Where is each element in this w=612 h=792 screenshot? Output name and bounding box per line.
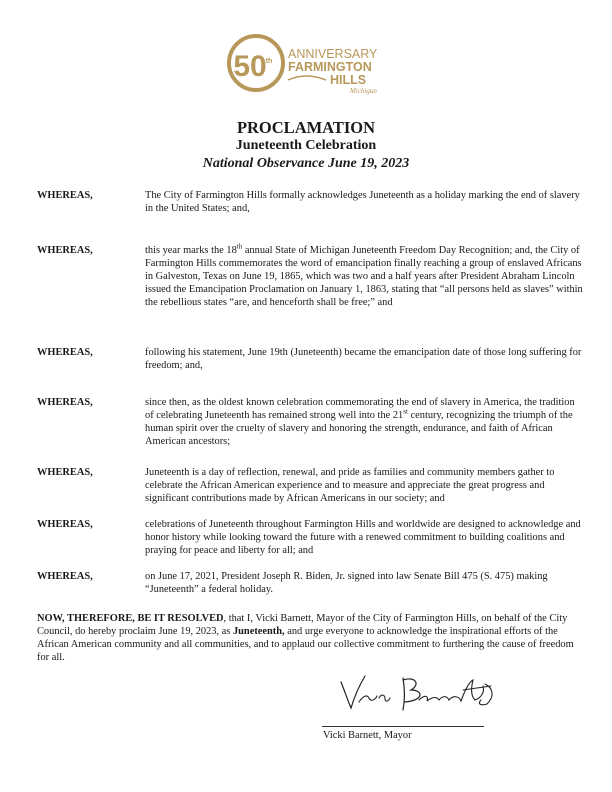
whereas-text-part: since then, as the oldest known celebration commemorating the end of slavery in America, the tradition of celebrating Juneteenth has remained strong well into the 21: [145, 397, 575, 421]
proclamation-observance: National Observance June 19, 2023: [202, 156, 410, 171]
resolution-text-part: and urge everyone to acknowledge the inspirational efforts of the African American community and all communities, and to applaud our collective commitment to furthering the cause of freedom for all.: [37, 625, 574, 663]
anniversary-logo: [226, 30, 396, 100]
whereas-text: Juneteenth is a day of reflection, renewal, and pride as families and community members gather to celebrate the African American experience and to measure and appreciate the great progress and significant contributions made by African Americans in our society; and: [145, 467, 555, 504]
whereas-label: WHEREAS,: [37, 347, 93, 358]
resolution-paragraph: [37, 613, 582, 665]
ordinal-suffix: th: [236, 242, 243, 251]
whereas-label: WHEREAS,: [37, 467, 93, 478]
resolution-emphasis: Juneteenth,: [232, 625, 285, 637]
logo-line2: FARMINGTON: [288, 60, 372, 74]
resolution-text-part: , that I, Vicki Barnett, Mayor of the City of Farmington Hills, on behalf of the City Council, do hereby proclaim June 19, 2023, as: [37, 613, 568, 637]
whereas-text: [145, 397, 585, 449]
whereas-label: WHEREAS,: [37, 397, 93, 408]
whereas-text: on June 17, 2021, President Joseph R. Biden, Jr. signed into law Senate Bill 475 (S. 475) making “Juneteenth” a federal holiday.: [145, 571, 548, 595]
whereas-label: WHEREAS,: [37, 190, 93, 201]
whereas-text: celebrations of Juneteenth throughout Farmington Hills and worldwide are designed to acknowledge and honor history while looking toward the future with a renewed commitment to building coalitions and praying for peace and liberty for all; and: [145, 519, 581, 556]
mayor-signature: [335, 668, 505, 716]
proclamation-header: [0, 118, 612, 173]
logo-hills-swoosh: [288, 76, 326, 80]
mayor-name: Vicki Barnett, Mayor: [323, 730, 412, 741]
whereas-label: WHEREAS,: [37, 519, 93, 530]
whereas-text: [145, 242, 585, 310]
resolution-lead: NOW, THEREFORE, BE IT RESOLVED: [37, 613, 224, 624]
signature-graphic: [335, 668, 505, 716]
whereas-text-part: century, recognizing the triumph of the human spirit over the cruelty of slavery and honoring the strength, endurance, and faith of African American ancestors;: [145, 409, 573, 447]
logo-line4: Michigan: [350, 87, 377, 95]
anniversary-logo-graphic: [226, 30, 396, 100]
signature-line: [322, 726, 484, 727]
whereas-text: The City of Farmington Hills formally acknowledges Juneteenth as a holiday marking the end of slavery in the United States; and,: [145, 190, 580, 214]
logo-number-suffix: th: [265, 58, 273, 65]
whereas-text-part: annual State of Michigan Juneteenth Freedom Day Recognition; and, the City of Farmington Hills commemorates the word of emancipation finally reaching a group of enslaved Africans in Galveston, Texas on June 19, 1865, which was two and a half years after President Abraham Lincoln issued the Emancipation Proclamation on January 1, 1863, stating that “all persons held as slaves” within the rebellious states “are, and henceforth shall be free;” and: [145, 245, 583, 308]
logo-number: 50: [233, 50, 267, 83]
whereas-label: WHEREAS,: [37, 571, 93, 582]
proclamation-subtitle: Juneteenth Celebration: [235, 138, 377, 153]
whereas-label: WHEREAS,: [37, 245, 93, 256]
ordinal-suffix: st: [403, 407, 408, 416]
proclamation-title: PROCLAMATION: [236, 118, 376, 137]
logo-line1: ANNIVERSARY: [288, 47, 378, 61]
whereas-text-part: this year marks the 18: [145, 245, 237, 256]
whereas-text: following his statement, June 19th (Juneteenth) became the emancipation date of those long suffering for freedom; and,: [145, 347, 582, 371]
logo-line3: HILLS: [330, 73, 367, 87]
